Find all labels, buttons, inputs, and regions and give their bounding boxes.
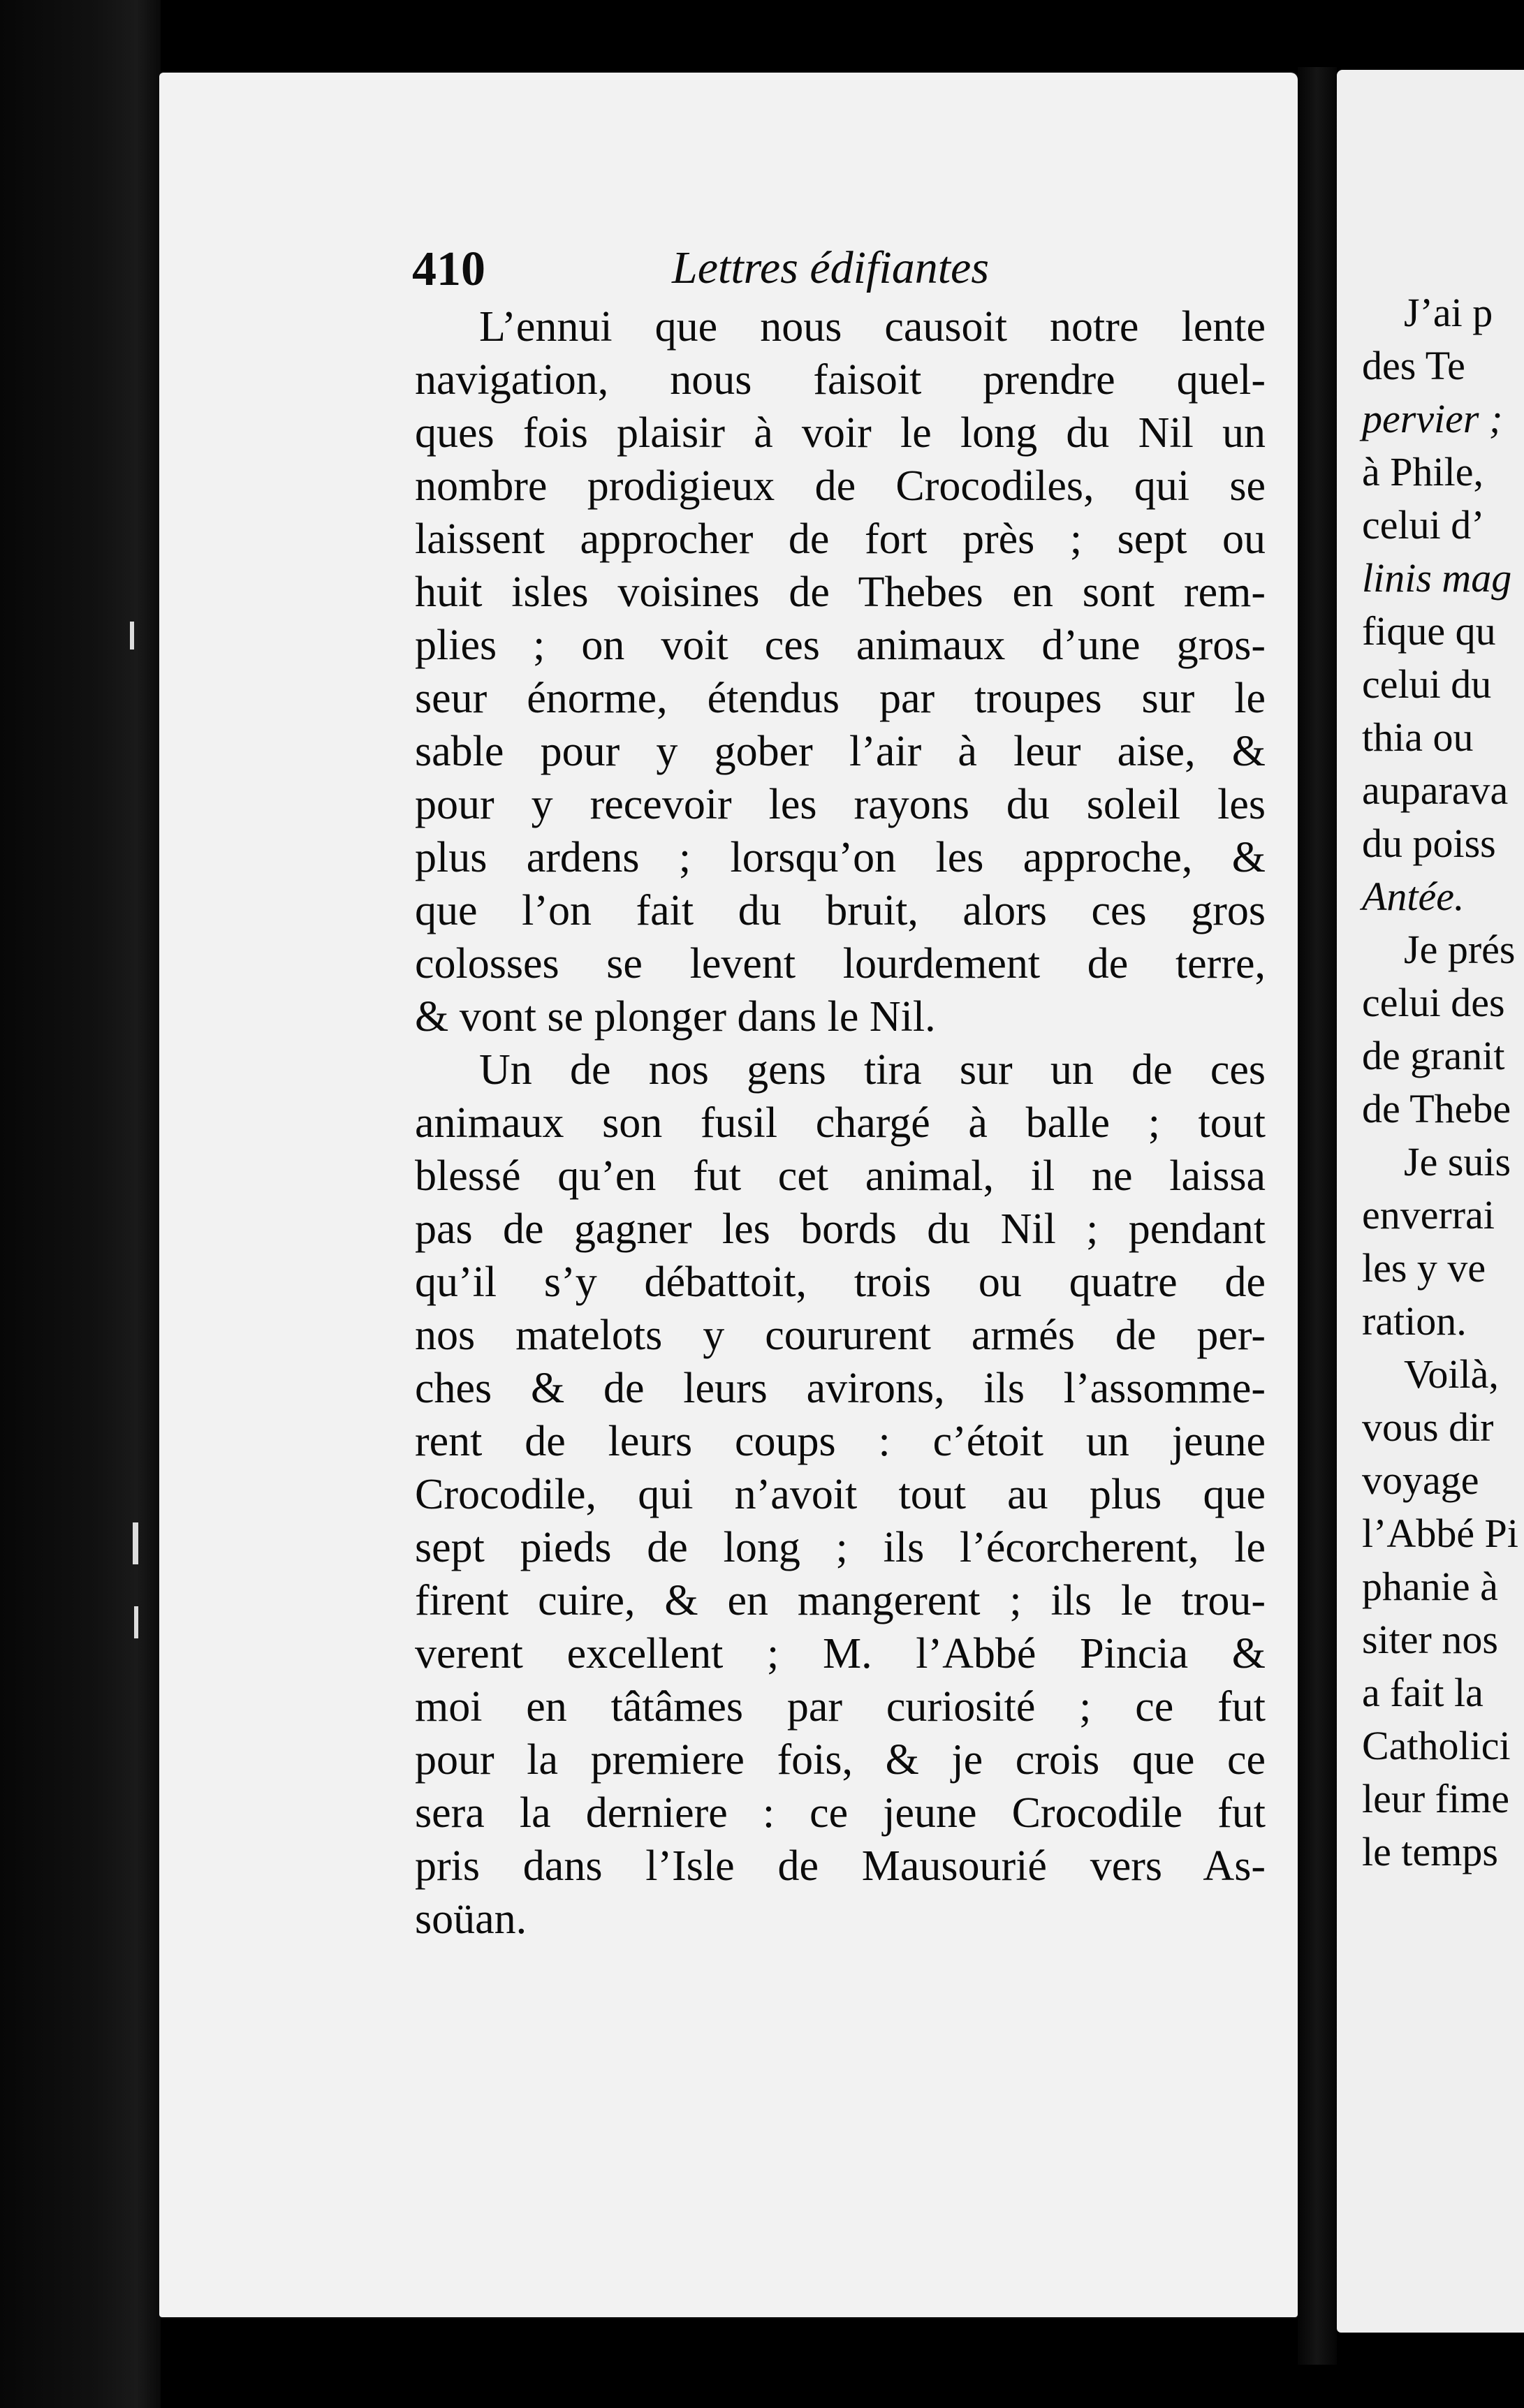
facing-text-line: celui des xyxy=(1362,980,1505,1025)
facing-text-line: leur fime xyxy=(1362,1776,1509,1821)
facing-text-line: thia ou xyxy=(1362,714,1474,760)
paragraph xyxy=(415,1043,1266,1946)
facing-page-text xyxy=(1362,286,1524,1879)
text-line: sept pieds de long ; ils l’écorcherent, le xyxy=(415,1524,1266,1571)
facing-text-line: Antée. xyxy=(1362,874,1465,919)
facing-text-line: Je prés xyxy=(1404,927,1516,972)
facing-text-line: phanie à xyxy=(1362,1564,1498,1609)
facing-text-line: J’ai p xyxy=(1404,290,1493,335)
text-line: verent excellent ; M. l’Abbé Pincia & xyxy=(415,1630,1266,1677)
running-title: Lettres édifiantes xyxy=(672,242,990,293)
text-line: L’ennui que nous causoit notre lente xyxy=(479,303,1266,351)
book-spine-shadow xyxy=(0,0,161,2408)
facing-text-line: enverrai xyxy=(1362,1192,1495,1238)
body-text xyxy=(415,300,1266,1946)
facing-text-line: a fait la xyxy=(1362,1670,1483,1715)
facing-text-line: Catholici xyxy=(1362,1723,1511,1768)
page-header xyxy=(412,242,1271,304)
text-line: moi en tâtâmes par curiosité ; ce fut xyxy=(415,1683,1266,1731)
text-line: Un de nos gens tira sur un de ces xyxy=(479,1046,1266,1094)
text-line: qu’il s’y débattoit, trois ou quatre de xyxy=(415,1258,1266,1306)
text-line: huit isles voisines de Thebes en sont rem- xyxy=(415,568,1266,616)
facing-text-line: Voilà, xyxy=(1404,1351,1499,1397)
binding-mark xyxy=(130,622,134,649)
facing-text-line: Je suis xyxy=(1404,1139,1511,1184)
facing-text-line: voyage xyxy=(1362,1458,1479,1503)
text-line: nombre prodigieux de Crocodiles, qui se xyxy=(415,462,1266,510)
text-line: pour la premiere fois, & je crois que ce xyxy=(415,1736,1266,1784)
facing-text-line: linis mag xyxy=(1362,555,1512,601)
facing-text-line: fique qu xyxy=(1362,608,1496,654)
facing-text-line: ration. xyxy=(1362,1298,1467,1344)
text-line: navigation, nous faisoit prendre quel- xyxy=(415,356,1266,404)
facing-text-line: celui d’ xyxy=(1362,502,1485,548)
facing-text-line: siter nos xyxy=(1362,1617,1498,1662)
facing-text-line: auparava xyxy=(1362,768,1509,813)
facing-text-line: du poiss xyxy=(1362,821,1496,866)
text-line: Crocodile, qui n’avoit tout au plus que xyxy=(415,1471,1266,1518)
facing-text-line: vous dir xyxy=(1362,1404,1494,1450)
text-line: seur énorme, étendus par troupes sur le xyxy=(415,675,1266,722)
text-line: plies ; on voit ces animaux d’une gros- xyxy=(415,622,1266,669)
text-line: soüan. xyxy=(415,1895,527,1943)
page-gutter xyxy=(1298,67,1337,2365)
facing-text-line: celui du xyxy=(1362,661,1492,707)
facing-text-line: l’Abbé Pi xyxy=(1362,1511,1518,1556)
facing-text-line: les y ve xyxy=(1362,1245,1486,1291)
text-line: nos matelots y coururent armés de per- xyxy=(415,1312,1266,1359)
facing-text-line: pervier ; xyxy=(1362,396,1503,441)
text-line: ques fois plaisir à voir le long du Nil un xyxy=(415,409,1266,457)
text-line: blessé qu’en fut cet animal, il ne laissa xyxy=(415,1152,1266,1200)
text-line: pour y recevoir les rayons du soleil les xyxy=(415,781,1266,828)
text-line: ches & de leurs avirons, ils l’assomme- xyxy=(415,1365,1266,1412)
text-line: animaux son fusil chargé à balle ; tout xyxy=(415,1099,1266,1147)
text-line: firent cuire, & en mangerent ; ils le trou- xyxy=(415,1577,1266,1624)
text-line: plus ardens ; lorsqu’on les approche, & xyxy=(415,834,1266,881)
binding-mark xyxy=(133,1522,138,1564)
facing-text-line: de granit xyxy=(1362,1033,1505,1078)
text-line: sable pour y gober l’air à leur aise, & xyxy=(415,728,1266,775)
text-line: que l’on fait du bruit, alors ces gros xyxy=(415,887,1266,934)
text-line: pas de gagner les bords du Nil ; pendant xyxy=(415,1205,1266,1253)
page-number: 410 xyxy=(412,242,485,296)
facing-text-line: le temps xyxy=(1362,1829,1498,1874)
text-line: colosses se levent lourdement de terre, xyxy=(415,940,1266,988)
text-line: & vont se plonger dans le Nil. xyxy=(415,993,936,1041)
text-line: laissent approcher de fort près ; sept ou xyxy=(415,515,1266,563)
paragraph xyxy=(415,300,1266,1043)
facing-text-line: de Thebe xyxy=(1362,1086,1511,1131)
text-line: pris dans l’Isle de Mausourié vers As- xyxy=(415,1842,1266,1890)
text-line: sera la derniere : ce jeune Crocodile fut xyxy=(415,1789,1266,1837)
facing-text-line: des Te xyxy=(1362,343,1465,388)
binding-mark xyxy=(134,1606,138,1638)
facing-text-line: à Phile, xyxy=(1362,449,1483,494)
text-line: rent de leurs coups : c’étoit un jeune xyxy=(415,1418,1266,1465)
